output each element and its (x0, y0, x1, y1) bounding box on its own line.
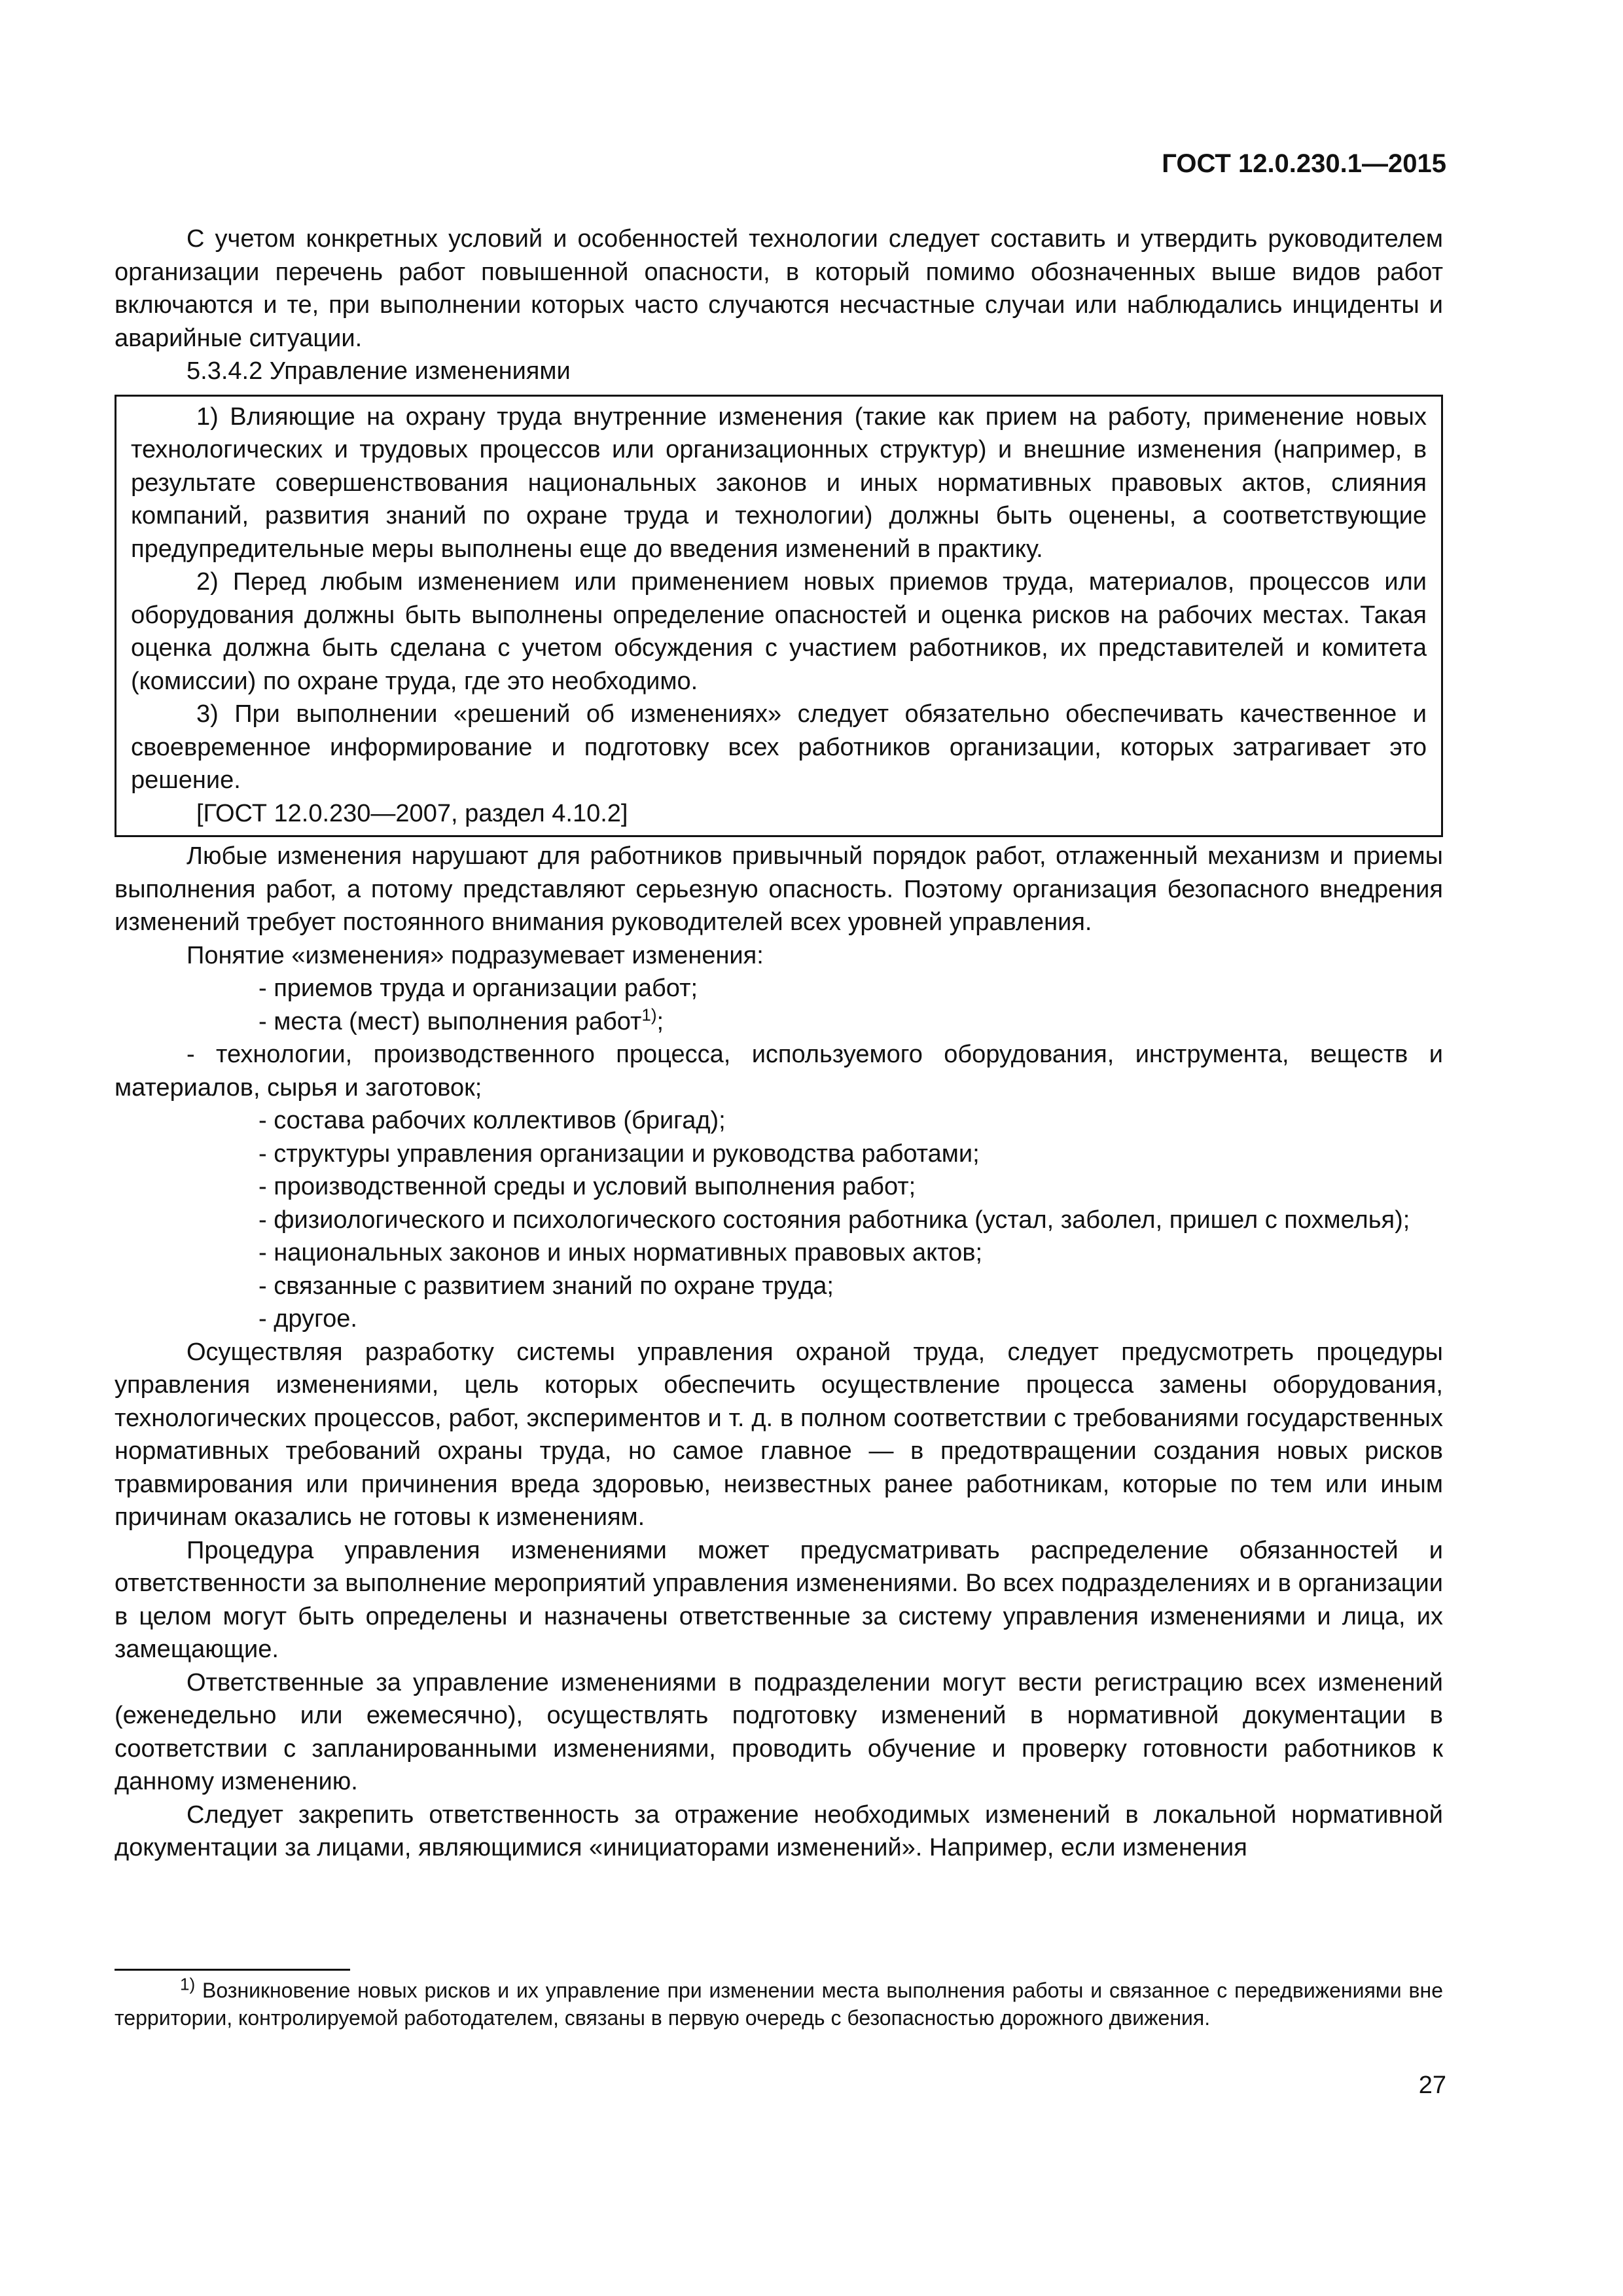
quote-item-1: 1) Влияющие на охрану труда внутренние изменения (такие как прием на работу, применение новых технологических и трудовых процессов или организационных структур) и внешние изменения (например, в результате совершенствования национальных законов и иных нормативных правовых актов, слияния компаний, развития знаний по охране труда и технологии) должны быть оценены, а соответствующие предупредительные меры выполнены еще до введения изменений в практику. (131, 403, 1427, 563)
page-body (115, 223, 1443, 1865)
footnote-mark: 1) (180, 1974, 196, 1994)
list-item: - другое. (259, 1305, 357, 1333)
footnote-text: Возникновение новых рисков и их управление при изменении места выполнения работы и связанное с передвижениями вне территории, контролируемой работодателем, связаны в первую очередь с безопасностью дорожного движения. (115, 1979, 1443, 2030)
list-item: - производственной среды и условий выполнения работ; (259, 1173, 916, 1200)
concept-intro: Понятие «изменения» подразумевает изменения: (187, 941, 764, 969)
list-item: - состава рабочих коллективов (бригад); (259, 1107, 726, 1134)
list-item: - структуры управления организации и руководства работами; (259, 1139, 980, 1168)
list-item-end: ; (656, 1007, 664, 1035)
quote-item-2: 2) Перед любым изменением или применением новых приемов труда, материалов, процессов или оборудования должны быть выполнены определение опасностей и оценка рисков на рабочих местах. Такая оценка должна быть сделана с учетом обсуждения с участием работников, их представителей и комитета (комиссии) по охране труда, где это необходимо. (131, 568, 1427, 695)
list-item: - приемов труда и организации работ; (259, 975, 698, 1002)
footnote (115, 1974, 1443, 2032)
paragraph-initiators: Следует закрепить ответственность за отражение необходимых изменений в локальной нормативной документации за лицами, являющимися «инициаторами изменений». Например, если изменения (115, 1801, 1443, 1861)
list-item: - физиологического и психологического состояния работника (устал, заболел, пришел с похмелья); (259, 1206, 1410, 1234)
intro-paragraph: С учетом конкретных условий и особенностей технологии следует составить и утвердить руководителем организации перечень работ повышенной опасности, в который помимо обозначенных выше видов работ включаются и те, при выполнении которых часто случаются несчастные случаи или наблюдались инциденты и аварийные ситуации. (115, 225, 1443, 352)
document-code-header: ГОСТ 12.0.230.1—2015 (1162, 149, 1446, 178)
paragraph-registration: Ответственные за управление изменениями в подразделении могут вести регистрацию всех изменений (еженедельно или ежемесячно), осуществлять подготовку изменений в нормативной документации в соответствии с запланированными изменениями, проводить обучение и проверку готовности работников к данному изменению. (115, 1668, 1443, 1795)
paragraph-changes-risk: Любые изменения нарушают для работников привычный порядок работ, отлаженный механизм и приемы выполнения работ, а потому представляют серьезную опасность. Поэтому организация безопасного внедрения изменений требует постоянного внимания руководителей всех уровней управления. (115, 842, 1443, 936)
list-item (115, 1005, 1443, 1039)
page-number: 27 (1418, 2072, 1446, 2099)
quoted-standard-box (115, 395, 1443, 838)
change-list (115, 972, 1443, 1336)
footnote-reference[interactable]: 1) (641, 1004, 657, 1024)
quote-item-3: 3) При выполнении «решений об изменениях» следует обязательно обеспечивать качественное и своевременное информирование и подготовку всех работников организации, которых затрагивает это решение. (131, 700, 1427, 794)
quote-source-reference: [ГОСТ 12.0.230—2007, раздел 4.10.2] (196, 799, 628, 827)
list-item: - технологии, производственного процесса, используемого оборудования, инструмента, веществ и материалов, сырья и заготовок; (115, 1041, 1443, 1102)
section-heading: 5.3.4.2 Управление изменениями (187, 357, 571, 385)
footnote-divider (115, 1969, 350, 1971)
paragraph-responsibilities: Процедура управления изменениями может предусматривать распределение обязанностей и ответственности за выполнение мероприятий управления изменениями. Во всех подразделениях и в организации в целом могут быть определены и назначены ответственные за систему управления изменениями и лица, их замещающие. (115, 1536, 1443, 1663)
list-item: - связанные с развитием знаний по охране труда; (259, 1272, 834, 1300)
list-item-text: - места (мест) выполнения работ (259, 1007, 642, 1035)
paragraph-procedures: Осуществляя разработку системы управления охраной труда, следует предусмотреть процедуры управления изменениями, цель которых обеспечить осуществление процесса замены оборудования, технологических процессов, работ, экспериментов и т. д. в полном соответствии с требованиями государственных нормативных требований охраны труда, но самое главное — в предотвращении создания новых рисков травмирования или причинения вреда здоровью, неизвестных ранее работникам, которые по тем или иным причинам оказались не готовы к изменениям. (115, 1338, 1443, 1531)
list-item: - национальных законов и иных нормативных правовых актов; (259, 1239, 983, 1266)
